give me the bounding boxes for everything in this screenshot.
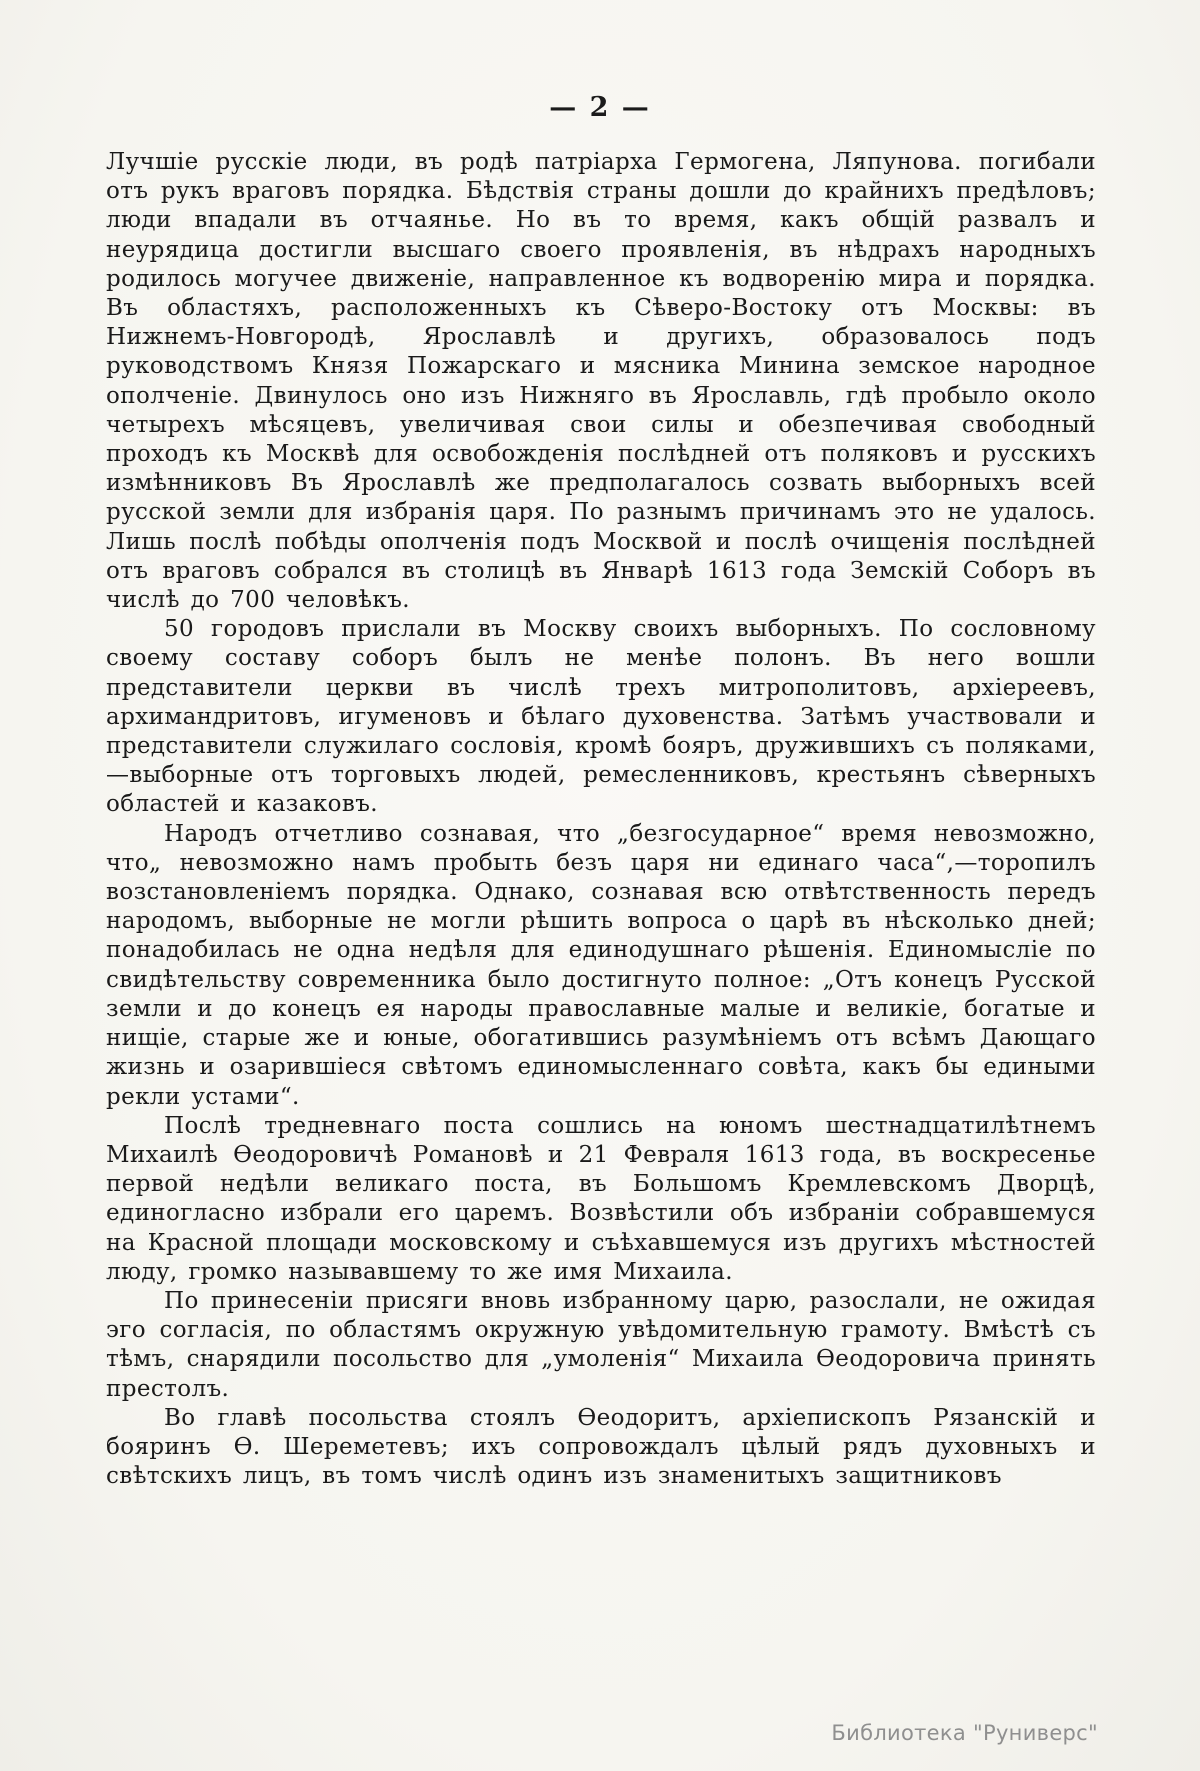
- paragraph: По принесеніи присяги вновь избранному царю, разослали, не ожидая эго согласія, по областямъ окружную увѣдомительную грамоту. Вмѣстѣ съ тѣмъ, снарядили посольство для „умоленія“ Михаила Ѳеодоровича принять престолъ.: [106, 1287, 1096, 1402]
- paragraph: Во главѣ посольства стоялъ Ѳеодоритъ, архіепископъ Рязанскій и бояринъ Ѳ. Шереметевъ; ихъ сопровождалъ цѣлый рядъ духовныхъ и свѣтскихъ лицъ, въ томъ числѣ одинъ изъ знаменитыхъ защитниковъ: [106, 1404, 1096, 1490]
- text-block: [106, 148, 1096, 1491]
- paragraph: Народъ отчетливо сознавая, что „безгосударное“ время невозможно, что„ невозможно намъ пробыть безъ царя ни единаго часа“,—торопилъ возстановленіемъ порядка. Однако, сознавая всю отвѣтственность передъ народомъ, выборные не могли рѣшить вопроса о царѣ въ нѣсколько дней; понадобилась не одна недѣля для единодушнаго рѣшенія. Единомысліе по свидѣтельству современника было достигнуто полное: „Отъ конецъ Русской земли и до конецъ ея народы православные малые и великіе, богатые и нищіе, старые же и юные, обогатившись разумѣніемъ отъ всѣмъ Дающаго жизнь и озарившіеся свѣтомъ единомысленнаго совѣта, какъ бы едиными рекли устами“.: [106, 820, 1096, 1110]
- paragraph: Послѣ тредневнаго поста сошлись на юномъ шестнадцатилѣтнемъ Михаилѣ Ѳеодоровичѣ Романовѣ и 21 Февраля 1613 года, въ воскресенье первой недѣли великаго поста, въ Большомъ Кремлевскомъ Дворцѣ, единогласно избрали его царемъ. Возвѣстили объ избраніи собравшемуся на Красной площади московскому и съѣхавшемуся изъ другихъ мѣстностей люду, громко называвшему то же имя Михаила.: [106, 1112, 1096, 1285]
- page-number: — 2 —: [549, 92, 651, 123]
- paragraph: 50 городовъ прислали въ Москву своихъ выборныхъ. По сословному своему составу соборъ былъ не менѣе полонъ. Въ него вошли представители церкви въ числѣ трехъ митрополитовъ, архіереевъ, архимандритовъ, игуменовъ и бѣлаго духовенства. Затѣмъ участвовали и представители служилаго сословія, кромѣ бояръ, дружившихъ съ поляками,—выборные отъ торговыхъ людей, ремесленниковъ, крестьянъ сѣверныхъ областей и казаковъ.: [106, 616, 1096, 818]
- paragraph: Лучшіе русскіе люди, въ родѣ патріарха Гермогена, Ляпунова. погибали отъ рукъ враговъ порядка. Бѣдствія страны дошли до крайнихъ предѣловъ; люди впадали въ отчаянье. Но въ то время, какъ общій развалъ и неурядица достигли высшаго своего проявленія, въ нѣдрахъ народныхъ родилось могучее движеніе, направленное къ водворенію мира и порядка. Въ областяхъ, расположенныхъ къ Сѣверо-Востоку отъ Москвы: въ Нижнемъ-Новгородѣ, Ярославлѣ и другихъ, образовалось подъ руководствомъ Князя Пожарскаго и мясника Минина земское народное ополченіе. Двинулось оно изъ Нижняго въ Ярославль, гдѣ пробыло около четырехъ мѣсяцевъ, увеличивая свои силы и обезпечивая свободный проходъ къ Москвѣ для освобожденія послѣдней отъ поляковъ и русскихъ измѣнниковъ Въ Ярославлѣ же предполагалось созвать выборныхъ всей русской земли для избранія царя. По разнымъ причинамъ это не удалось. Лишь послѣ побѣды ополченія подъ Москвой и послѣ очищенія послѣдней отъ враговъ собрался въ столицѣ въ Январѣ 1613 года Земскій Соборъ въ числѣ до 700 человѣкъ.: [106, 149, 1096, 614]
- library-watermark: Библиотека "Руниверс": [831, 1721, 1098, 1745]
